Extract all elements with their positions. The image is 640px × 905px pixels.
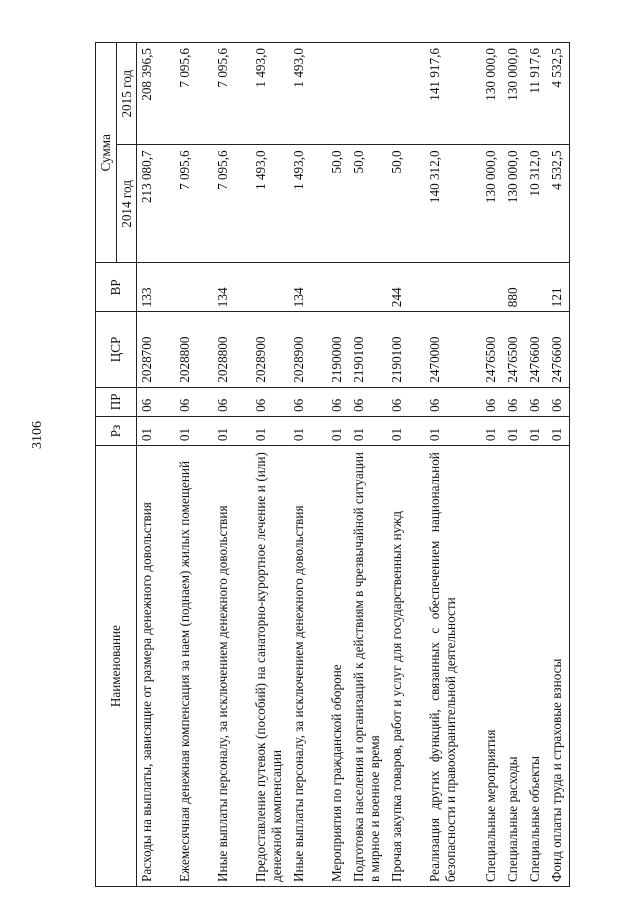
row-rz: 01 <box>213 416 251 445</box>
row-sum-2014: 213 080,7 <box>137 145 176 263</box>
row-vr <box>349 263 387 312</box>
table-row <box>481 43 503 887</box>
row-name: Иные выплаты персоналу, за исключением денежного довольствия <box>289 446 327 887</box>
header-pr: ПР <box>96 387 137 416</box>
row-pr: 06 <box>503 387 525 416</box>
row-pr: 06 <box>251 387 289 416</box>
table-row <box>251 43 289 887</box>
row-csr: 2028700 <box>137 312 176 388</box>
row-sum-2015: 130 000,0 <box>481 43 503 145</box>
row-csr: 2476500 <box>503 312 525 388</box>
row-sum-2014: 1 493,0 <box>289 145 327 263</box>
table-row <box>327 43 349 887</box>
table-row <box>213 43 251 887</box>
row-pr: 06 <box>525 387 547 416</box>
row-sum-2015: 1 493,0 <box>251 43 289 145</box>
row-csr: 2190100 <box>387 312 425 388</box>
row-sum-2015: 208 396,5 <box>137 43 176 145</box>
row-name: Ежемесячная денежная компенсация за наем (поднаем) жилых помещений <box>175 446 213 887</box>
header-rz: Рз <box>96 416 137 445</box>
row-vr: 134 <box>213 263 251 312</box>
row-sum-2015: 1 493,0 <box>289 43 327 145</box>
row-sum-2014: 7 095,6 <box>213 145 251 263</box>
row-rz: 01 <box>547 416 570 445</box>
row-csr: 2028900 <box>251 312 289 388</box>
row-sum-2014: 4 532,5 <box>547 145 570 263</box>
row-name: Специальные мероприятия <box>481 446 503 887</box>
row-sum-2015: 130 000,0 <box>503 43 525 145</box>
row-name: Мероприятия по гражданской обороне <box>327 446 349 887</box>
row-csr: 2476500 <box>481 312 503 388</box>
table-row <box>547 43 570 887</box>
row-vr <box>251 263 289 312</box>
table-row <box>175 43 213 887</box>
row-name: Подготовка населения и организаций к действиям в чрезвычайной ситуации в мирное и военное время <box>349 446 387 887</box>
row-rz: 01 <box>137 416 176 445</box>
row-sum-2015: 141 917,6 <box>425 43 481 145</box>
row-rz: 01 <box>349 416 387 445</box>
table-row <box>387 43 425 887</box>
row-vr: 880 <box>503 263 525 312</box>
row-pr: 06 <box>481 387 503 416</box>
table-row <box>289 43 327 887</box>
header-csr: ЦСР <box>96 312 137 388</box>
header-year-2015: 2015 год <box>116 43 137 145</box>
row-sum-2015: 7 095,6 <box>175 43 213 145</box>
row-pr: 06 <box>213 387 251 416</box>
row-csr: 2190100 <box>349 312 387 388</box>
row-sum-2014: 50,0 <box>349 145 387 263</box>
row-sum-2014: 7 095,6 <box>175 145 213 263</box>
row-rz: 01 <box>251 416 289 445</box>
row-rz: 01 <box>175 416 213 445</box>
header-year-2014: 2014 год <box>116 145 137 263</box>
row-pr: 06 <box>289 387 327 416</box>
row-vr <box>525 263 547 312</box>
row-csr: 2028800 <box>213 312 251 388</box>
row-pr: 06 <box>137 387 176 416</box>
row-rz: 01 <box>387 416 425 445</box>
row-pr: 06 <box>547 387 570 416</box>
row-name: Специальные расходы <box>503 446 525 887</box>
row-pr: 06 <box>387 387 425 416</box>
budget-table-container <box>95 42 618 887</box>
row-rz: 01 <box>289 416 327 445</box>
row-vr <box>175 263 213 312</box>
row-name: Иные выплаты персоналу, за исключением денежного довольствия <box>213 446 251 887</box>
row-vr: 121 <box>547 263 570 312</box>
row-name: Расходы на выплаты, зависящие от размера денежного довольствия <box>137 446 176 887</box>
row-name: Реализация других функций, связанных с обеспечением национальной безопасности и правоохранительной деятельности <box>425 446 481 887</box>
table-row <box>425 43 481 887</box>
budget-table <box>95 42 570 887</box>
row-sum-2014: 10 312,0 <box>525 145 547 263</box>
header-sum: Сумма <box>96 43 117 263</box>
rotated-table-frame <box>95 42 618 887</box>
row-sum-2014: 140 312,0 <box>425 145 481 263</box>
header-vr: ВР <box>96 263 137 312</box>
table-row <box>349 43 387 887</box>
row-name: Фонд оплаты труда и страховые взносы <box>547 446 570 887</box>
row-csr: 2476600 <box>547 312 570 388</box>
row-sum-2014: 1 493,0 <box>251 145 289 263</box>
row-sum-2014: 50,0 <box>387 145 425 263</box>
row-sum-2015 <box>327 43 349 145</box>
row-rz: 01 <box>503 416 525 445</box>
table-row <box>503 43 525 887</box>
row-vr <box>425 263 481 312</box>
header-name: Наименование <box>96 446 137 887</box>
row-rz: 01 <box>481 416 503 445</box>
row-pr: 06 <box>327 387 349 416</box>
row-name: Предоставление путевок (пособий) на санаторно-курортное лечение и (или) денежной компенсации <box>251 446 289 887</box>
row-vr <box>481 263 503 312</box>
row-rz: 01 <box>525 416 547 445</box>
row-csr: 2470000 <box>425 312 481 388</box>
row-rz: 01 <box>425 416 481 445</box>
row-sum-2015 <box>387 43 425 145</box>
page-number: 3106 <box>30 421 45 449</box>
table-row <box>137 43 176 887</box>
row-pr: 06 <box>175 387 213 416</box>
row-vr: 134 <box>289 263 327 312</box>
row-pr: 06 <box>425 387 481 416</box>
row-sum-2014: 130 000,0 <box>503 145 525 263</box>
row-name: Прочая закупка товаров, работ и услуг для государственных нужд <box>387 446 425 887</box>
row-rz: 01 <box>327 416 349 445</box>
row-vr: 244 <box>387 263 425 312</box>
row-vr: 133 <box>137 263 176 312</box>
table-row <box>525 43 547 887</box>
row-pr: 06 <box>349 387 387 416</box>
row-sum-2015: 7 095,6 <box>213 43 251 145</box>
row-sum-2015: 4 532,5 <box>547 43 570 145</box>
row-csr: 2476600 <box>525 312 547 388</box>
row-vr <box>327 263 349 312</box>
row-sum-2014: 130 000,0 <box>481 145 503 263</box>
table-header <box>96 43 137 887</box>
row-sum-2014: 50,0 <box>327 145 349 263</box>
row-name: Специальные объекты <box>525 446 547 887</box>
row-sum-2015: 11 917,6 <box>525 43 547 145</box>
row-csr: 2028800 <box>175 312 213 388</box>
row-sum-2015 <box>349 43 387 145</box>
row-csr: 2190000 <box>327 312 349 388</box>
row-csr: 2028900 <box>289 312 327 388</box>
